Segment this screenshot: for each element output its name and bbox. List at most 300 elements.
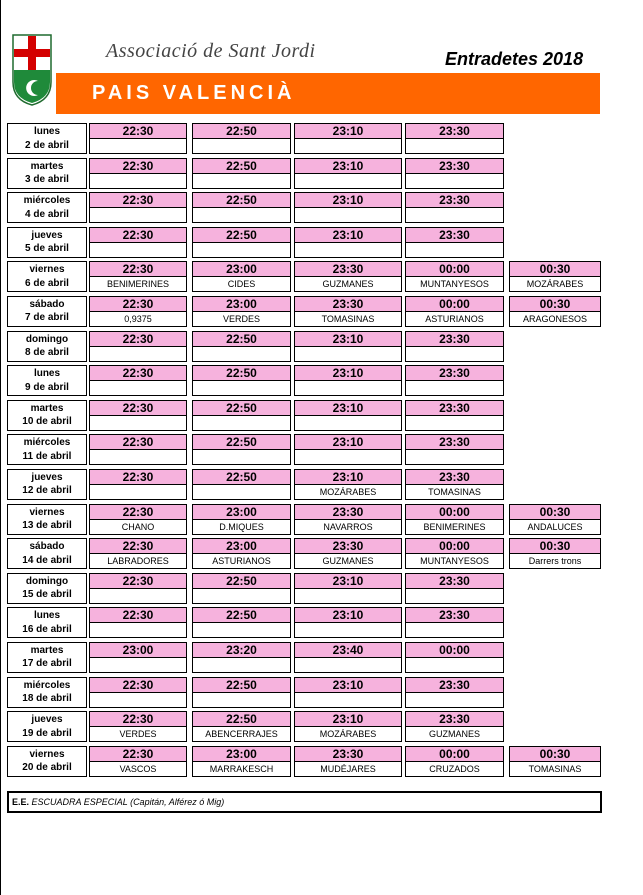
- slot-group-name: CHANO: [89, 520, 187, 535]
- time-slot: [192, 677, 291, 708]
- slot-group-name: TOMASINAS: [294, 312, 402, 327]
- slot-time: 22:30: [89, 677, 187, 693]
- time-slot: [405, 538, 504, 569]
- slot-time: 23:30: [405, 607, 504, 623]
- slot-group-name: LABRADORES: [89, 554, 187, 569]
- slot-time: 22:30: [89, 261, 187, 277]
- schedule-row: [7, 364, 602, 399]
- slot-group-name: 0,9375: [89, 312, 187, 327]
- weekday-label: jueves: [31, 471, 63, 483]
- time-slot: [89, 261, 187, 292]
- time-slot: [405, 158, 504, 189]
- slot-group-name: MUNTANYESOS: [405, 277, 504, 292]
- slot-time: 22:50: [192, 400, 291, 416]
- slot-group-name: [192, 623, 291, 638]
- slot-time: 23:30: [405, 192, 504, 208]
- time-slot: [192, 123, 291, 154]
- time-slot: [294, 573, 402, 604]
- slot-time: 23:30: [294, 296, 402, 312]
- schedule-row: [7, 260, 602, 295]
- slot-group-name: [405, 693, 504, 708]
- schedule-row: [7, 503, 602, 538]
- slot-group-name: MARRAKESCH: [192, 762, 291, 777]
- slot-time: 23:00: [192, 746, 291, 762]
- time-slot: [509, 261, 601, 292]
- time-slot: [405, 711, 504, 742]
- day-cell: [7, 400, 87, 431]
- schedule-row: [7, 745, 602, 780]
- slot-time: 22:50: [192, 711, 291, 727]
- slot-time: 23:30: [294, 538, 402, 554]
- slot-group-name: GUZMANES: [405, 727, 504, 742]
- weekday-label: viernes: [29, 264, 65, 276]
- time-slot: [89, 607, 187, 638]
- slot-group-name: [405, 589, 504, 604]
- document-title: Entradetes 2018: [445, 49, 584, 69]
- schedule-row: [7, 191, 602, 226]
- slot-group-name: [294, 589, 402, 604]
- schedule-row: [7, 606, 602, 641]
- slot-time: 00:30: [509, 538, 601, 554]
- day-cell: [7, 607, 87, 638]
- slot-group-name: TOMASINAS: [509, 762, 601, 777]
- time-slot: [405, 504, 504, 535]
- time-slot: [192, 746, 291, 777]
- weekday-label: martes: [30, 160, 64, 172]
- slot-time: 22:50: [192, 573, 291, 589]
- slot-time: 22:50: [192, 192, 291, 208]
- time-slot: [192, 158, 291, 189]
- date-label: 20 de abril: [22, 762, 72, 774]
- day-cell: [7, 123, 87, 154]
- region-title: PAIS VALENCIÀ: [92, 82, 296, 104]
- weekday-label: viernes: [29, 506, 65, 518]
- time-slot: [509, 296, 601, 327]
- slot-time: 23:10: [294, 192, 402, 208]
- schedule-row: [7, 710, 602, 745]
- slot-group-name: [89, 450, 187, 465]
- slot-group-name: [192, 485, 291, 500]
- slot-group-name: [192, 589, 291, 604]
- time-slot: [89, 331, 187, 362]
- slot-group-name: [294, 174, 402, 189]
- weekday-label: miércoles: [23, 679, 71, 691]
- slot-time: 23:10: [294, 123, 402, 139]
- slot-group-name: [192, 243, 291, 258]
- slot-group-name: ASTURIANOS: [405, 312, 504, 327]
- day-cell: [7, 538, 87, 569]
- slot-group-name: [405, 208, 504, 223]
- slot-group-name: TOMASINAS: [405, 485, 504, 500]
- slot-group-name: D.MIQUES: [192, 520, 291, 535]
- slot-time: 23:30: [294, 261, 402, 277]
- time-slot: [509, 538, 601, 569]
- day-cell: [7, 642, 87, 673]
- footnote-text: ESCUADRA ESPECIAL (Capitán, Alférez ó Mig): [31, 797, 225, 807]
- time-slot: [405, 296, 504, 327]
- time-slot: [294, 158, 402, 189]
- slot-group-name: [405, 243, 504, 258]
- slot-group-name: BENIMERINES: [89, 277, 187, 292]
- slot-time: 22:50: [192, 434, 291, 450]
- slot-group-name: [405, 139, 504, 154]
- slot-time: 22:50: [192, 607, 291, 623]
- weekday-label: martes: [30, 402, 64, 414]
- slot-group-name: [192, 208, 291, 223]
- date-label: 10 de abril: [22, 416, 72, 428]
- time-slot: [192, 296, 291, 327]
- time-slot: [89, 123, 187, 154]
- date-label: 2 de abril: [25, 139, 69, 151]
- schedule-row: [7, 226, 602, 261]
- slot-time: 23:30: [405, 434, 504, 450]
- slot-group-name: ANDALUCES: [509, 520, 601, 535]
- slot-time: 23:10: [294, 331, 402, 347]
- slot-group-name: CIDES: [192, 277, 291, 292]
- slot-group-name: MUDÉJARES: [294, 762, 402, 777]
- slot-group-name: [405, 381, 504, 396]
- slot-time: 23:10: [294, 400, 402, 416]
- time-slot: [89, 158, 187, 189]
- time-slot: [405, 434, 504, 465]
- time-slot: [294, 365, 402, 396]
- slot-time: 23:00: [89, 642, 187, 658]
- slot-group-name: [294, 450, 402, 465]
- day-cell: [7, 711, 87, 742]
- slot-time: 23:00: [192, 538, 291, 554]
- time-slot: [89, 642, 187, 673]
- slot-group-name: [89, 623, 187, 638]
- time-slot: [192, 504, 291, 535]
- slot-time: 22:50: [192, 365, 291, 381]
- schedule-row: [7, 468, 602, 503]
- time-slot: [405, 607, 504, 638]
- slot-time: 23:10: [294, 434, 402, 450]
- slot-group-name: [192, 347, 291, 362]
- day-cell: [7, 504, 87, 535]
- slot-group-name: NAVARROS: [294, 520, 402, 535]
- slot-group-name: [294, 208, 402, 223]
- date-label: 14 de abril: [22, 554, 72, 566]
- slot-time: 22:30: [89, 158, 187, 174]
- date-label: 7 de abril: [25, 312, 69, 324]
- date-label: 11 de abril: [22, 450, 72, 462]
- slot-group-name: [405, 450, 504, 465]
- slot-time: 23:30: [405, 227, 504, 243]
- slot-group-name: [89, 139, 187, 154]
- time-slot: [192, 469, 291, 500]
- slot-group-name: ARAGONESOS: [509, 312, 601, 327]
- schedule-table: [7, 122, 602, 779]
- time-slot: [294, 123, 402, 154]
- time-slot: [294, 331, 402, 362]
- slot-time: 00:00: [405, 261, 504, 277]
- schedule-row: [7, 122, 602, 157]
- weekday-label: domingo: [25, 333, 69, 345]
- slot-time: 00:30: [509, 296, 601, 312]
- time-slot: [294, 711, 402, 742]
- slot-time: 23:10: [294, 365, 402, 381]
- slot-time: 23:30: [405, 400, 504, 416]
- slot-time: 22:30: [89, 123, 187, 139]
- time-slot: [89, 227, 187, 258]
- slot-time: 23:40: [294, 642, 402, 658]
- time-slot: [294, 434, 402, 465]
- slot-time: 23:30: [294, 746, 402, 762]
- time-slot: [89, 711, 187, 742]
- time-slot: [89, 192, 187, 223]
- slot-group-name: [405, 174, 504, 189]
- slot-time: 23:10: [294, 607, 402, 623]
- slot-group-name: [192, 381, 291, 396]
- schedule-row: [7, 537, 602, 572]
- time-slot: [405, 227, 504, 258]
- time-slot: [89, 746, 187, 777]
- weekday-label: jueves: [31, 714, 63, 726]
- time-slot: [294, 400, 402, 431]
- slot-group-name: [405, 416, 504, 431]
- slot-time: 23:10: [294, 573, 402, 589]
- day-cell: [7, 261, 87, 292]
- slot-time: 22:30: [89, 296, 187, 312]
- date-label: 17 de abril: [22, 658, 72, 670]
- time-slot: [192, 400, 291, 431]
- day-cell: [7, 573, 87, 604]
- slot-group-name: [192, 693, 291, 708]
- slot-group-name: [89, 347, 187, 362]
- slot-group-name: [89, 658, 187, 673]
- slot-time: 23:30: [405, 158, 504, 174]
- weekday-label: lunes: [33, 368, 61, 380]
- slot-group-name: [192, 450, 291, 465]
- time-slot: [294, 642, 402, 673]
- slot-time: 23:10: [294, 158, 402, 174]
- slot-time: 00:00: [405, 746, 504, 762]
- time-slot: [192, 711, 291, 742]
- slot-group-name: [192, 416, 291, 431]
- slot-group-name: [89, 243, 187, 258]
- slot-group-name: [192, 174, 291, 189]
- slot-time: 00:00: [405, 642, 504, 658]
- slot-group-name: ASTURIANOS: [192, 554, 291, 569]
- schedule-row: [7, 676, 602, 711]
- slot-time: 23:30: [405, 331, 504, 347]
- slot-time: 22:30: [89, 607, 187, 623]
- time-slot: [192, 538, 291, 569]
- weekday-label: lunes: [33, 610, 61, 622]
- slot-time: 23:00: [192, 504, 291, 520]
- time-slot: [294, 192, 402, 223]
- time-slot: [294, 261, 402, 292]
- day-cell: [7, 296, 87, 327]
- slot-time: 23:30: [405, 365, 504, 381]
- date-label: 15 de abril: [22, 589, 72, 601]
- shield-icon: [12, 34, 52, 106]
- time-slot: [294, 227, 402, 258]
- weekday-label: lunes: [33, 126, 61, 137]
- slot-time: 00:00: [405, 504, 504, 520]
- date-label: 13 de abril: [22, 520, 72, 532]
- slot-group-name: MOZÁRABES: [294, 485, 402, 500]
- weekday-label: miércoles: [23, 437, 71, 449]
- time-slot: [405, 642, 504, 673]
- weekday-label: domingo: [25, 575, 69, 587]
- slot-time: 22:30: [89, 400, 187, 416]
- date-label: 4 de abril: [25, 208, 69, 220]
- time-slot: [89, 296, 187, 327]
- slot-group-name: [294, 416, 402, 431]
- slot-group-name: [89, 485, 187, 500]
- day-cell: [7, 192, 87, 223]
- time-slot: [405, 192, 504, 223]
- slot-group-name: ABENCERRAJES: [192, 727, 291, 742]
- time-slot: [294, 538, 402, 569]
- slot-group-name: MOZÁRABES: [294, 727, 402, 742]
- slot-time: 22:50: [192, 331, 291, 347]
- slot-time: 23:30: [294, 504, 402, 520]
- time-slot: [89, 469, 187, 500]
- slot-time: 22:30: [89, 504, 187, 520]
- slot-time: 23:30: [405, 469, 504, 485]
- slot-time: 22:30: [89, 434, 187, 450]
- time-slot: [192, 261, 291, 292]
- slot-time: 23:00: [192, 296, 291, 312]
- slot-group-name: [89, 174, 187, 189]
- time-slot: [89, 365, 187, 396]
- slot-group-name: GUZMANES: [294, 554, 402, 569]
- time-slot: [405, 746, 504, 777]
- time-slot: [192, 642, 291, 673]
- time-slot: [89, 677, 187, 708]
- slot-group-name: [294, 693, 402, 708]
- slot-group-name: [89, 208, 187, 223]
- slot-time: 23:30: [405, 123, 504, 139]
- date-label: 5 de abril: [25, 243, 69, 255]
- day-cell: [7, 677, 87, 708]
- weekday-label: jueves: [31, 229, 63, 241]
- slot-time: 23:30: [405, 711, 504, 727]
- time-slot: [405, 469, 504, 500]
- time-slot: [89, 504, 187, 535]
- slot-time: 22:50: [192, 158, 291, 174]
- weekday-label: sábado: [29, 298, 65, 310]
- slot-time: 23:10: [294, 469, 402, 485]
- time-slot: [294, 607, 402, 638]
- day-cell: [7, 746, 87, 777]
- slot-time: 22:30: [89, 192, 187, 208]
- schedule-row: [7, 433, 602, 468]
- date-label: 18 de abril: [22, 693, 72, 704]
- slot-time: 22:30: [89, 227, 187, 243]
- time-slot: [89, 573, 187, 604]
- slot-time: 22:30: [89, 711, 187, 727]
- time-slot: [405, 400, 504, 431]
- slot-group-name: [192, 658, 291, 673]
- slot-group-name: BENIMERINES: [405, 520, 504, 535]
- date-label: 6 de abril: [25, 277, 69, 289]
- slot-time: 22:30: [89, 538, 187, 554]
- date-label: 9 de abril: [25, 381, 69, 393]
- footnote-abbr: E.E.: [12, 797, 30, 807]
- weekday-label: miércoles: [23, 195, 71, 207]
- slot-group-name: [294, 623, 402, 638]
- slot-time: 22:50: [192, 227, 291, 243]
- slot-group-name: CRUZADOS: [405, 762, 504, 777]
- time-slot: [405, 123, 504, 154]
- slot-time: 23:30: [405, 677, 504, 693]
- slot-time: 22:50: [192, 677, 291, 693]
- day-cell: [7, 158, 87, 189]
- time-slot: [192, 573, 291, 604]
- slot-time: 22:30: [89, 573, 187, 589]
- schedule-row: [7, 295, 602, 330]
- slot-time: 23:00: [192, 261, 291, 277]
- slot-group-name: [89, 589, 187, 604]
- slot-time: 22:50: [192, 123, 291, 139]
- date-label: 3 de abril: [25, 174, 69, 186]
- slot-group-name: [294, 381, 402, 396]
- slot-time: 23:10: [294, 227, 402, 243]
- slot-group-name: VASCOS: [89, 762, 187, 777]
- slot-group-name: [405, 347, 504, 362]
- slot-group-name: [405, 658, 504, 673]
- slot-time: 23:20: [192, 642, 291, 658]
- slot-time: 22:50: [192, 469, 291, 485]
- time-slot: [509, 746, 601, 777]
- slot-time: 22:30: [89, 469, 187, 485]
- slot-group-name: [405, 623, 504, 638]
- slot-group-name: [294, 658, 402, 673]
- schedule-row: [7, 157, 602, 192]
- time-slot: [405, 261, 504, 292]
- time-slot: [294, 677, 402, 708]
- slot-group-name: [89, 693, 187, 708]
- slot-group-name: VERDES: [192, 312, 291, 327]
- slot-time: 23:30: [405, 573, 504, 589]
- time-slot: [89, 538, 187, 569]
- schedule-row: [7, 399, 602, 434]
- slot-group-name: GUZMANES: [294, 277, 402, 292]
- time-slot: [294, 746, 402, 777]
- time-slot: [89, 434, 187, 465]
- slot-time: 23:10: [294, 711, 402, 727]
- date-label: 8 de abril: [25, 347, 69, 359]
- slot-time: 00:00: [405, 538, 504, 554]
- time-slot: [405, 677, 504, 708]
- day-cell: [7, 434, 87, 465]
- footnote: [7, 791, 602, 813]
- schedule-row: [7, 330, 602, 365]
- time-slot: [192, 365, 291, 396]
- day-cell: [7, 227, 87, 258]
- slot-group-name: [192, 139, 291, 154]
- time-slot: [294, 504, 402, 535]
- time-slot: [89, 400, 187, 431]
- time-slot: [294, 296, 402, 327]
- slot-group-name: [89, 381, 187, 396]
- slot-group-name: [89, 416, 187, 431]
- slot-group-name: [294, 139, 402, 154]
- time-slot: [192, 227, 291, 258]
- weekday-label: sábado: [29, 541, 65, 553]
- day-cell: [7, 469, 87, 500]
- time-slot: [405, 331, 504, 362]
- slot-time: 00:00: [405, 296, 504, 312]
- weekday-label: viernes: [29, 748, 65, 760]
- slot-group-name: MUNTANYESOS: [405, 554, 504, 569]
- slot-time: 23:10: [294, 677, 402, 693]
- schedule-row: [7, 572, 602, 607]
